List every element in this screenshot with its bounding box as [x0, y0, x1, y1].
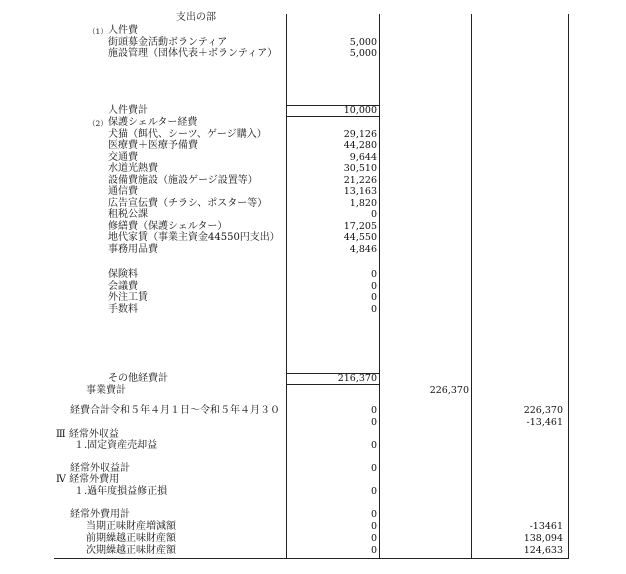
s1-item-value: 5,000	[349, 48, 377, 59]
final-row-c1: 0	[370, 521, 377, 532]
s2b-item-label: 保険料	[108, 269, 138, 280]
section3-label: Ⅲ 経常外収益	[56, 429, 119, 440]
section1-title: 人件費	[108, 25, 138, 36]
s2-item-value: 9,644	[349, 151, 377, 163]
s1-item-value: 5,000	[349, 37, 377, 48]
expense-total-c1: 0	[370, 405, 377, 416]
expense-total-c3: 226,370	[523, 405, 563, 416]
s2-item-value: 17,205	[343, 220, 377, 232]
section4-label: Ⅳ 経常外費用	[56, 474, 120, 485]
expense-total-label: 経費合計令和５年４月１日～令和５年４月３０	[70, 405, 280, 416]
s2b-item-label: 会議費	[108, 280, 138, 292]
s2-item-value: 13,163	[343, 186, 377, 197]
section1-marker: （1）	[88, 27, 108, 36]
section3-total-label: 経常外収益計	[70, 463, 130, 474]
s2b-item-value: 0	[370, 269, 377, 280]
expense-header: 支出の部	[176, 12, 216, 23]
table-vline-3	[471, 14, 472, 559]
s2b-item-value: 0	[370, 292, 377, 303]
section4-total-label: 経常外費用計	[70, 509, 130, 520]
table-vline-4	[568, 14, 569, 559]
s2-item-value: 1,820	[349, 197, 377, 209]
business-total-label: 事業費計	[86, 385, 126, 396]
s2-item-label: 通信費	[108, 186, 138, 197]
table-vline-2	[379, 14, 380, 559]
s2-item-value: 4,846	[349, 243, 377, 255]
final-row-c3: -13461	[529, 521, 563, 532]
s2-item-label: 医療費＋医療予備費	[108, 140, 198, 151]
s2-item-label: 租税公課	[108, 209, 148, 220]
s2-item-value: 44,280	[343, 140, 377, 151]
business-total-value: 226,370	[429, 385, 469, 396]
s2-item-label: 地代家賃（事業主資金44550円支出）	[108, 232, 280, 243]
section2-title: 保護シェルター経費	[108, 117, 198, 128]
other-total-value: 216,370	[337, 373, 377, 384]
final-row-c3: 138,094	[523, 533, 563, 544]
section3-item-value: 0	[370, 440, 377, 451]
s1-total-value: 10,000	[343, 105, 377, 116]
final-row-label: 前期繰越正味財産額	[86, 533, 176, 544]
s2b-item-value: 0	[370, 280, 377, 292]
s2-item-value: 29,126	[343, 128, 377, 140]
other-total-label: その他経費計	[108, 373, 168, 384]
final-row-c1: 0	[370, 533, 377, 544]
final-row-label: 当期正味財産増減額	[86, 521, 176, 532]
section4-total-value: 0	[370, 509, 377, 520]
s2-item-label: 設備費施設（施設ゲージ設置等）	[108, 174, 258, 186]
table-vline-1	[286, 14, 287, 559]
s2-item-label: 犬猫（餌代、シーツ、ゲージ購入）	[108, 128, 267, 140]
s2-item-label: 広告宣伝費（チラシ、ポスター等）	[108, 197, 268, 209]
section4-item: １.過年度損益修正損	[74, 486, 168, 497]
final-row-c3: 124,633	[523, 545, 563, 556]
final-row-label: 次期繰越正味財産額	[86, 545, 176, 556]
s2-item-label: 修繕費（保護シェルター）	[108, 220, 228, 232]
final-row-c1: 0	[370, 545, 377, 556]
s2-item-value: 21,226	[343, 174, 377, 186]
section4-item-value: 0	[370, 486, 377, 497]
section3-item: １.固定資産売却益	[74, 440, 158, 451]
s2b-item-value: 0	[370, 303, 377, 315]
s2-item-label: 交通費	[108, 151, 138, 163]
s2-item-value: 44,550	[343, 232, 377, 243]
s2b-item-label: 手数料	[108, 303, 138, 315]
s2-item-label: 事務用品費	[108, 243, 158, 255]
s1-item-label: 街頭募金活動ボランティア	[108, 37, 228, 48]
s2-item-label: 水道光熱費	[108, 163, 158, 174]
s2-item-value: 30,510	[343, 163, 377, 174]
s1-total-label: 人件費計	[108, 105, 148, 116]
row2-c1: 0	[370, 417, 377, 428]
section3-total-value: 0	[370, 463, 377, 474]
s2-item-value: 0	[370, 209, 377, 220]
s1-item-label: 施設管理（団体代表＋ボランティア）	[108, 48, 278, 59]
row2-c3: -13,461	[526, 417, 563, 428]
section2-marker: （2）	[88, 119, 108, 128]
bottom-line	[54, 558, 568, 559]
s2b-item-label: 外注工賃	[108, 292, 148, 303]
